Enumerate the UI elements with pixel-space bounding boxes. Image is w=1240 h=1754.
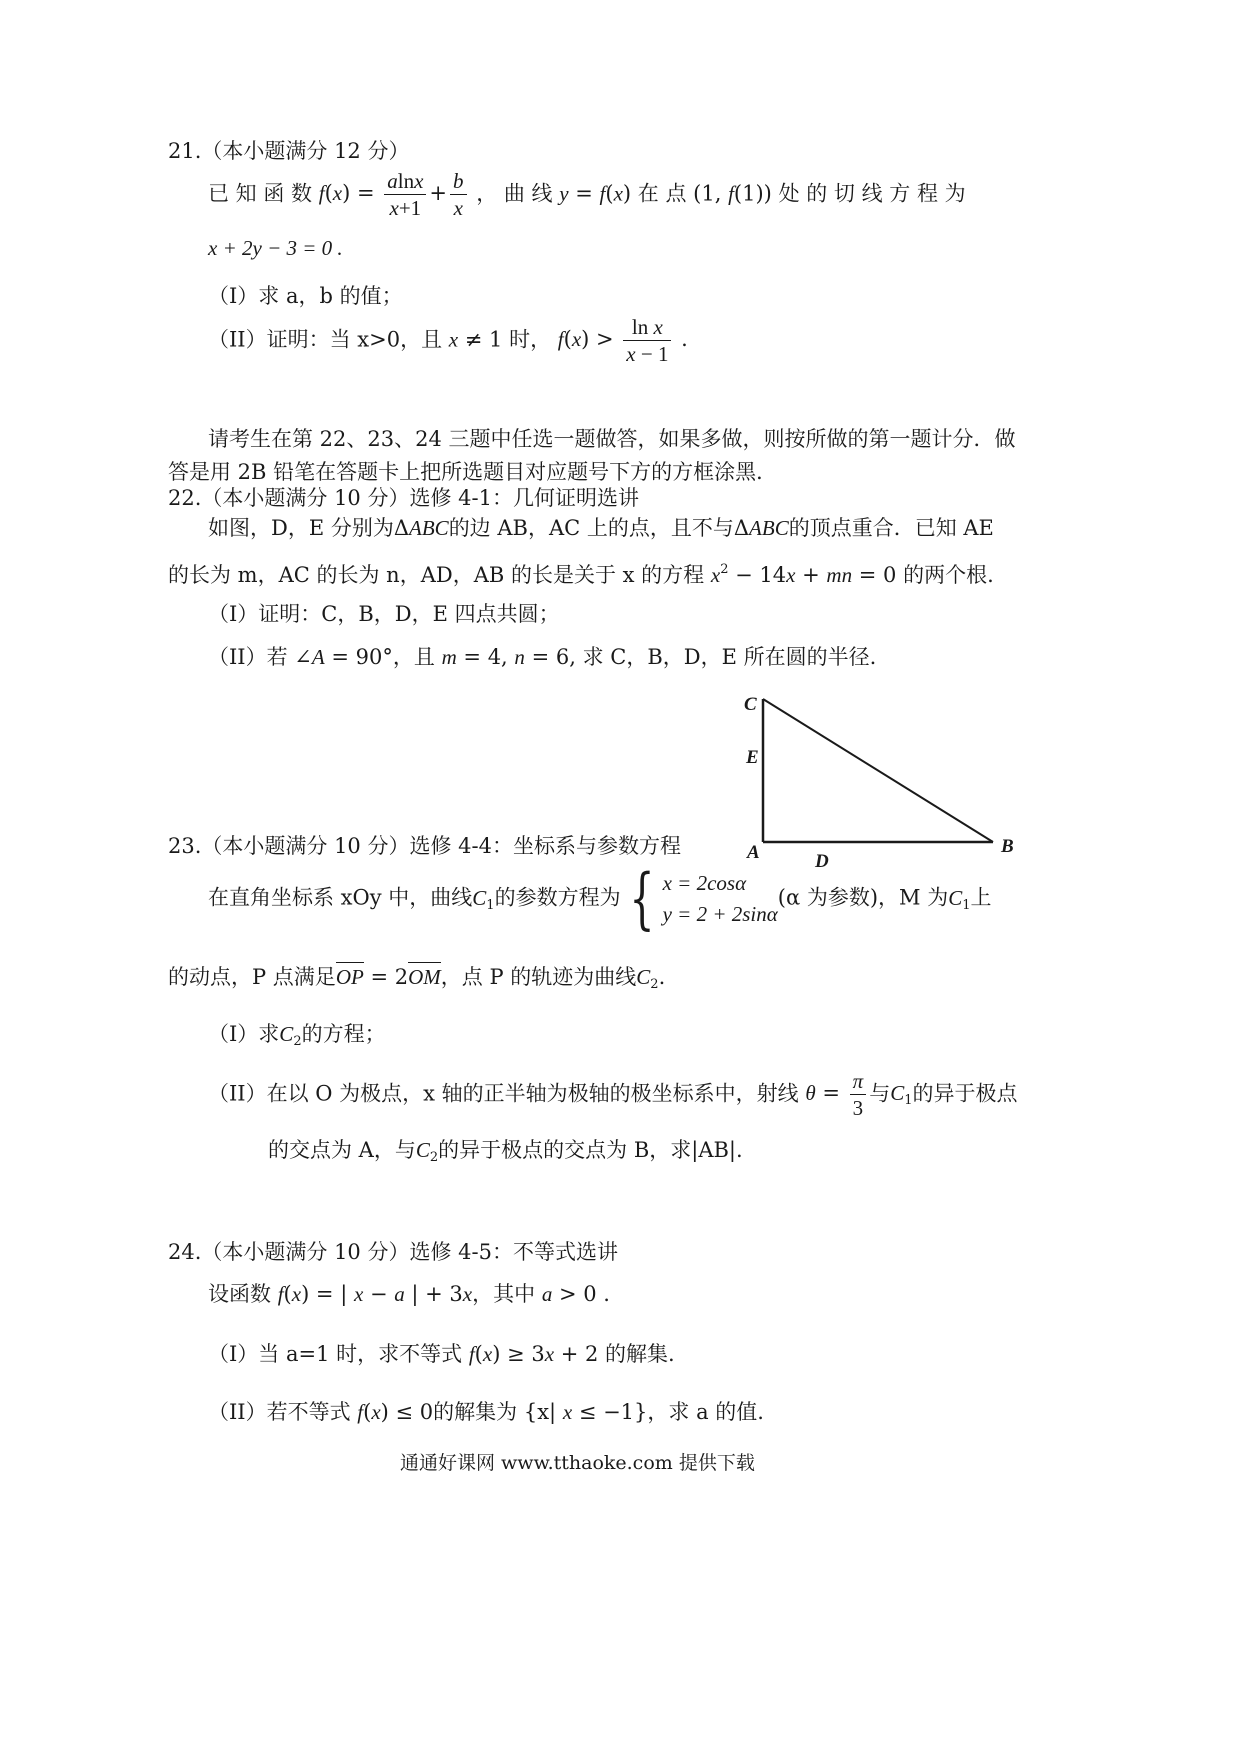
- q22-line2-b: 的两个根.: [903, 563, 994, 587]
- q23-line1-c: (α 为参数)，M 为: [777, 885, 949, 910]
- q22-triangle-2: ΔABC: [733, 516, 789, 540]
- q23-c1: $C_1$: [472, 885, 495, 913]
- q24-ineq1: f(x) ≥ 3x + 2: [468, 1342, 599, 1366]
- q23-parametric-system: x = 2cosα y = 2 + 2sinα: [662, 870, 778, 926]
- q23-line1: [208, 860, 992, 937]
- q22-quadratic: $x^2 - 14x$ + mn = 0: [710, 562, 897, 587]
- q21-tangent-equation: x + 2y − 3 = 0 .: [208, 236, 343, 260]
- q22-line1-c: 的顶点重合．已知 AE: [788, 516, 994, 540]
- q22-part2-b: ，且: [392, 645, 435, 669]
- q23-ray: θ = $\frac{\pi}{3}$: [805, 1081, 869, 1105]
- q23-part1-c2: $C_2$: [279, 1022, 302, 1049]
- q23-part2-b: 与: [869, 1081, 891, 1106]
- q24-part2-b: 的解集为: [433, 1400, 518, 1424]
- q24-condition: a > 0 .: [541, 1282, 610, 1306]
- q24-part1-b: 的解集.: [605, 1342, 675, 1366]
- q24-solution-set: {x| x ≤ −1}: [523, 1400, 648, 1424]
- q21-curve: y = f(x): [559, 181, 632, 206]
- brace-glyph: {: [628, 860, 655, 937]
- q22-triangle-1: ΔABC: [393, 516, 449, 540]
- q22-angle: ∠A = 90°: [294, 645, 393, 669]
- q24-line1: [208, 1282, 610, 1307]
- q23-part1-a: （I）求: [208, 1022, 280, 1046]
- q21-part2-ineq: f(x) > $\frac{\text{ln x}}{x - 1}$ .: [557, 315, 688, 367]
- q23-part1-b: 的方程；: [301, 1022, 386, 1046]
- q24-part2: [208, 1400, 764, 1425]
- q21-intro: [208, 168, 966, 222]
- q22-line1: [208, 516, 994, 541]
- footer-note: 通通好课网 www.tthaoke.com 提供下载: [400, 1452, 755, 1474]
- q23-part2-c1: $C_1$: [890, 1081, 913, 1109]
- side-cb: [763, 699, 993, 842]
- q23-line2-b: ，点 P 的轨迹为曲线: [440, 965, 637, 989]
- q23-part2-line2: [268, 1138, 743, 1166]
- q23-part1: [208, 1022, 386, 1050]
- q23-part2: [208, 1068, 1017, 1122]
- q23-part2-line2-a: 的交点为 A，与: [268, 1138, 416, 1162]
- q24-line1-b: ，其中: [472, 1282, 536, 1306]
- q23-c2: $C_2$: [636, 965, 659, 992]
- q23-line2-a: 的动点，P 点满足: [168, 965, 336, 989]
- label-e: E: [746, 747, 759, 768]
- q22-line1-a: 如图，D，E 分别为: [208, 516, 394, 540]
- q22-header: 22.（本小题满分 10 分）选修 4-1：几何证明选讲: [168, 486, 639, 510]
- q24-part2-a: （II）若不等式: [208, 1400, 351, 1424]
- q21-part2: [208, 314, 688, 368]
- q23-line1-d: 上: [970, 885, 992, 910]
- q21-intro-c: 在 点: [637, 181, 687, 206]
- triangle-figure: [735, 685, 1035, 875]
- q21-part1: （I）求 a，b 的值；: [208, 284, 403, 308]
- q23-part2-c: 的异于极点: [912, 1081, 1018, 1106]
- q21-intro-b: ， 曲 线: [476, 181, 553, 206]
- q21-intro-d: 处 的 切 线 方 程 为: [778, 181, 966, 206]
- q22-values: m = 4, n = 6,: [441, 645, 576, 669]
- q22-line2-a: 的长为 m，AC 的长为 n，AD，AB 的长是关于 x 的方程: [168, 563, 705, 587]
- q21-part2-b: 时，: [509, 327, 552, 352]
- q21-header: 21.（本小题满分 12 分）: [168, 139, 410, 163]
- q23-line2: [168, 965, 665, 993]
- q24-header: 24.（本小题满分 10 分）选修 4-5：不等式选讲: [168, 1240, 618, 1264]
- q21-part2-cond: x ≠ 1: [448, 327, 503, 352]
- q21-part2-a: （II）证明：当 x>0，且: [208, 327, 443, 352]
- q21-point: (1, f(1)): [693, 181, 772, 206]
- q22-part2: [208, 645, 876, 670]
- q24-part1-a: （I）当 a=1 时，求不等式: [208, 1342, 463, 1366]
- q23-line1-a: 在直角坐标系 xOy 中，曲线: [208, 885, 473, 910]
- q24-part2-c: ，求 a 的值.: [647, 1400, 764, 1424]
- q23-part2-c2: $C_2$: [415, 1138, 439, 1165]
- q23-line1-b: 的参数方程为: [494, 885, 621, 910]
- q22-line2: [168, 562, 994, 588]
- q23-line2-c: .: [658, 965, 666, 989]
- q23-c1-b: $C_1$: [948, 885, 971, 913]
- q22-part1: （I）证明：C，B，D，E 四点共圆；: [208, 602, 560, 626]
- q21-intro-a: 已 知 函 数: [208, 181, 313, 206]
- q24-ineq2: f(x) ≤ 0: [357, 1400, 434, 1424]
- label-d: D: [815, 851, 829, 872]
- q23-part2-a: （II）在以 O 为极点，x 轴的正半轴为极轴的极坐标系中，射线: [208, 1081, 799, 1106]
- instruction-line2: 答是用 2B 铅笔在答题卡上把所选题目对应题号下方的方框涂黑．: [168, 460, 778, 484]
- q24-line1-a: 设函数: [208, 1282, 271, 1306]
- label-c: C: [744, 694, 757, 715]
- label-a: A: [747, 842, 760, 863]
- q23-vector-eq: OP = 2OM: [336, 962, 441, 989]
- q23-header: 23.（本小题满分 10 分）选修 4-4：坐标系与参数方程: [168, 834, 681, 858]
- q21-function-def: f(x) = $\frac{alnx}{x+1}$ + $\frac{b}{x}$: [319, 181, 476, 205]
- q24-part1: [208, 1342, 675, 1367]
- q22-line1-b: 的边 AB，AC 上的点，且不与: [448, 516, 734, 540]
- q22-part2-a: （II）若: [208, 645, 288, 669]
- instruction-line1: 请考生在第 22、23、24 三题中任选一题做答，如果多做，则按所做的第一题计分．做: [208, 427, 1016, 451]
- label-b: B: [1001, 836, 1014, 857]
- q23-part2-line2-b: 的异于极点的交点为 B，求|AB|.: [438, 1138, 743, 1162]
- q24-function: f(x) = | x − a | + 3x: [277, 1282, 473, 1306]
- q22-part2-c: 求 C，B，D，E 所在圆的半径.: [582, 645, 877, 669]
